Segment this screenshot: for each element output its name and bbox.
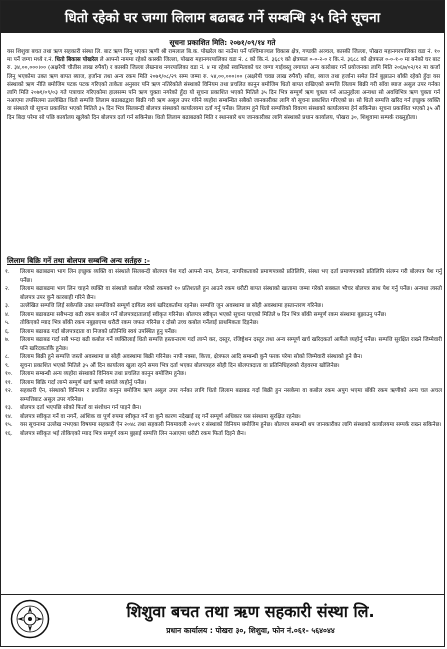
notice-title-text: धितो रहेको घर जग्गा लिलाम बढाबढ गर्ने सम्बन्धि ३५ दिने सूचना [64, 10, 381, 26]
condition-item [5, 362, 442, 371]
condition-item [5, 319, 442, 328]
condition-number: १२. [5, 388, 13, 394]
condition-item [5, 311, 442, 320]
publication-date: सूचना प्रकाशित मिति: २०७१/०९/१४ गते [169, 38, 276, 47]
condition-number: १. [5, 269, 10, 275]
intro-text-1: यस शिशुवा बचत तथा ऋण सहकारी संस्था लि. बाट ऋण लिनु भएका ऋणी श्री रामलाल बि.क. पोखरेल का नाउँमा पर्ने पश्चिमाञ्चल विकास क्षेत्र, गण्डकी अञ्चल, कास्की जिल्ला, पोखरा महानगरपालिका वडा नं. १० मा पर्ने जग्गा मध्ये र.नं. [7, 49, 440, 64]
condition-item [5, 370, 442, 379]
footer [1, 594, 444, 646]
conditions-title: लिलाम बिक्रि गर्ने तथा बोलपत्र सम्बन्धि अन्य सर्तहरु :- [7, 256, 150, 265]
organization-name: शिशुवा बचत तथा ऋण सहकारी संस्था लि. [126, 602, 375, 621]
condition-text: यस सूचनामा उल्लेख नभएका विषयमा सहकारी ऐन २०४८ तथा सहकारी नियमावली २०४९ र संस्थाको विनियम बमोजिम हुनेछ। बोलपत्र सम्बन्धी थप जानकारीका लागि संस्थाको कार्यालयमा सम्पर्क राख्न सकिनेछ। [20, 422, 442, 428]
condition-number: ५. [5, 320, 10, 326]
condition-number: २. [5, 286, 10, 292]
condition-text: लिलाम बिक्रि गर्दा लाग्ने सम्पूर्ण खर्च ऋणी स्वयंले व्यहोर्नु पर्नेछ। [20, 379, 147, 386]
condition-text: उल्लेखित सम्पत्ति लिई सकेपछि उक्त सम्पत्तिको सम्पूर्ण दायित्व स्वयं खरिदकर्तामा रहनेछ। सम्पत्ति जुन अवस्थामा छ सोही अवस्थामा हस्तान्तरण गरिनेछ। [20, 303, 324, 309]
condition-item [5, 353, 442, 362]
intro-text-2: ले आफ्नो नाममा रहेको कास्की जिल्ला, पोखरा महानगरपालिका वडा नं. ८ को कि.नं. ३६८९ को क्षेत्रफल ०-०-२-० र कि.नं. ३६८८ को क्षेत्रफल ०-०-१-० मा बनेको घर बाट रु. ३४,००,०००।०० (अक्षरेपी चौतीस लाख रुपैयाँ) र कास्की जिल्ला लेखनाथ नगरपालिका वडा नं. ४ मा रहेको स्वामित्वको घर जग्गा गाईवस्तु लगायत अन्य कारोबार गर्ने प्रयोजनका लागि मिति २०६७/०२/१२ मा कर्जा लिनु भएकोमा उक्त ऋण बापत ब्याज, हर्जाना तथा अन्य रकम मिति २०७१/०८/२९ सम्म जम्मा रु. ५४,००,०००।०० (अक्षरेपी चवन्न लाख रुपैयाँ) साँवा, ब्याज तथा हर्जाना समेत तिर्न बुझाउन बाँकी रहेको हुँदा यस संस्थाको ऋण नीति बमोजिम पटक पटक गरिएको ताकेता अनुसार पनि ऋण नतिरेकोले संस्थाको विनियम तथा प्रचलित कानुन बमोजिम धितो बापत राखिएको सम्पत्ति लिलाम बिक्री गरी साँवा ब्याज असुल उपर गर्नका लागि मिति २०७१/०९/०३ गते पत्राचार गरिएकोमा हालसम्म पनि ऋण चुक्ता नगरेको हुँदा यो सूचना प्रकाशित भएको मितिले ३५ दिन भित्र सम्पूर्ण ऋण चुक्ता गर्न आउनुहोला अन्यथा सो अवधिभित्र ऋण चुक्ता गर्न नआएमा तपसिलमा उल्लेखित धितो सम्पत्ति लिलाम बढाबढद्वारा बिक्री गरी ऋण असुल उपर गरिने व्यहोरा सम्बन्धित सबैको जानकारीका लागि यो सूचना प्रकाशित गरिएको छ। सो धितो सम्पत्ति खरिद गर्न इच्छुक व्यक्ति वा संस्थाले यो सूचना प्रकाशित भएको मितिले ३५ दिन भित्र सिलबन्दी बोलपत्र संस्थाको कार्यालयमा दर्ता गर्नु पर्नेछ। लिलाम हुने धितो सम्पत्तिको विवरण संस्थाको कार्यालयमा हेर्न सकिनेछ। सूचना प्रकाशित भएको ३५ औं दिन बिदा परेमा सो पछि कार्यालय खुलेको दिन बोलपत्र दर्ता गर्न सकिनेछ। धितो लिलाम बढाबढको मिति र स्थानबारे थप जानकारीका लागि संस्थाको प्रधान कार्यालय, पोखरा ३०, शिशुवामा सम्पर्क राख्नुहोला। [7, 57, 441, 121]
condition-item [5, 268, 442, 285]
condition-text: सहकारी ऐन, संस्थाको विनियम र प्रचलित कानुन बमोजिम ऋण असुल उपर गर्नका लागि धितो लिलाम बढाबढ गर्दा बिक्री हुन नसकेमा वा कबोल रकम अपुग भएमा बाँकी रकम ऋणीको अन्य चल अचल सम्पत्तिबाट असुल उपर गरिनेछ। [20, 388, 442, 403]
condition-text: लिलाम बढाबढमा सबैभन्दा बढी रकम कबोल गर्ने बोलपत्रदातालाई स्वीकृत गरिनेछ। बोलपत्र स्वीकृत भएको सूचना पाएको मितिले ७ दिन भित्र बाँकी सम्पूर्ण रकम संस्थामा बुझाउनु पर्नेछ। [20, 311, 387, 318]
condition-number: ११. [5, 379, 13, 386]
condition-item [5, 302, 442, 311]
intro-paragraph [7, 48, 440, 122]
condition-number: ९. [5, 362, 10, 369]
condition-item [5, 421, 442, 430]
condition-text: लिलाम बढाबढ गर्दा बोलपत्रदाता वा निजको प्रतिनिधि स्वयं उपस्थित हुनु पर्नेछ। [20, 328, 177, 335]
condition-text: तोकिएको म्याद भित्र बाँकी रकम नबुझाएमा धरौटी रकम जफत गरिनेछ र दोस्रो उच्च कबोल गर्नेलाई प्राथमिकता दिइनेछ। [20, 320, 259, 326]
notice-title [1, 1, 444, 33]
condition-text: बोलपत्र स्वीकृत भई तोकिएको म्याद भित्र सम्पूर्ण रकम बुझाई सम्पत्ति लिन नआएमा धरौटी रकम फिर्ता दिइने छैन। [20, 430, 246, 437]
condition-number: १४. [5, 413, 13, 420]
condition-number: ७. [5, 337, 10, 343]
intro-bold-text: धितो बिकास पोखरेल [55, 57, 98, 64]
condition-number: ३. [5, 303, 10, 309]
condition-item [5, 328, 442, 337]
condition-number: १३. [5, 405, 13, 411]
condition-text: लिलाम बढाबढ गर्दा सबै भन्दा बढी कबोल गर्ने व्यक्तिलाई धितो सम्पत्ति हस्तान्तरण गर्दा लाग्ने कर, दस्तुर, रजिष्ट्रेशन दस्तुर तथा अन्य सम्पूर्ण खर्च खरिदकर्ता आफैंले व्यहोर्नु पर्नेछ। सम्पत्ति सुरक्षित राख्ने जिम्मेवारी पनि खरिदकर्ताकै हुनेछ। [20, 337, 442, 352]
condition-item [5, 387, 442, 404]
condition-number: १५. [5, 422, 13, 428]
condition-text: लिलाम बढाबढमा भाग लिन इच्छुक व्यक्ति वा संस्थाले सिलबन्दी बोलपत्र पेश गर्दा आफ्नो नाम, ठेगाना, नागरिकताको प्रमाणपत्रको प्रतिलिपि, संस्था भए दर्ता प्रमाणपत्रको प्रतिलिपि संलग्न गरी बोलपत्र पेश गर्नु पर्नेछ। [20, 269, 442, 284]
condition-number: १६. [5, 430, 13, 437]
condition-item [5, 336, 442, 353]
condition-text: लिलाम सम्बन्धी अन्य व्यहोरा संस्थाको विनियम तथा प्रचलित कानुन बमोजिम हुनेछ। [20, 371, 187, 377]
condition-number: ८. [5, 354, 10, 360]
condition-text: सूचना प्रकाशित भएको मितिले ३५ औं दिन कार्यालय खुला रहने समय भित्र दर्ता भएका बोलपत्रहरु सोही दिन बोलपत्रदाता वा प्रतिनिधिहरुको रोहवरमा खोलिनेछ। [20, 362, 340, 369]
condition-number: १०. [5, 371, 13, 377]
office-address-phone: प्रधान कार्यालय : पोखरा ३०, शिशुवा, फोन नं.०६१- ५६४०४४ [166, 626, 335, 635]
condition-item [5, 413, 442, 422]
organization-logo [10, 599, 50, 639]
condition-item [5, 285, 442, 302]
condition-number: ६. [5, 328, 10, 335]
condition-number: ४. [5, 311, 10, 318]
condition-text: लिलाम बिक्री हुने सम्पत्ति जस्तो अवस्थामा छ सोही अवस्थामा बिक्री गरिनेछ। नापी नक्सा, कित्ता, क्षेत्रफल आदि सम्बन्धी कुनै फरक परेमा सोको जिम्मेवारी संस्थाको हुने छैन। [20, 354, 363, 360]
condition-item [5, 379, 442, 388]
conditions-list [5, 268, 442, 438]
condition-item [5, 404, 442, 413]
condition-text: बोलपत्र स्वीकृत गर्ने वा नगर्ने, आंशिक वा पूर्ण रुपमा स्वीकृत गर्ने वा कुनै कारण नदेखाई रद्द गर्ने सम्पूर्ण अधिकार यस संस्थामा सुरक्षित रहनेछ। [20, 413, 301, 420]
condition-item [5, 430, 442, 439]
condition-text: लिलाम बढाबढमा भाग लिन चाहने व्यक्ति वा संस्थाले कबोल गरेको रकमको १० प्रतिशतले हुन आउने रकम धरौटी बापत संस्थाको खातामा जम्मा गरेको सक्कल भौचर बोलपत्र साथ पेश गर्नु पर्नेछ। अन्यथा त्यस्तो बोलपत्र उपर कुनै कारबाही गरिने छैन। [20, 286, 442, 301]
condition-text: बोलपत्र दर्ता भएपछि सोको फिर्ता वा संशोधन गर्न पाइने छैन। [20, 405, 142, 411]
